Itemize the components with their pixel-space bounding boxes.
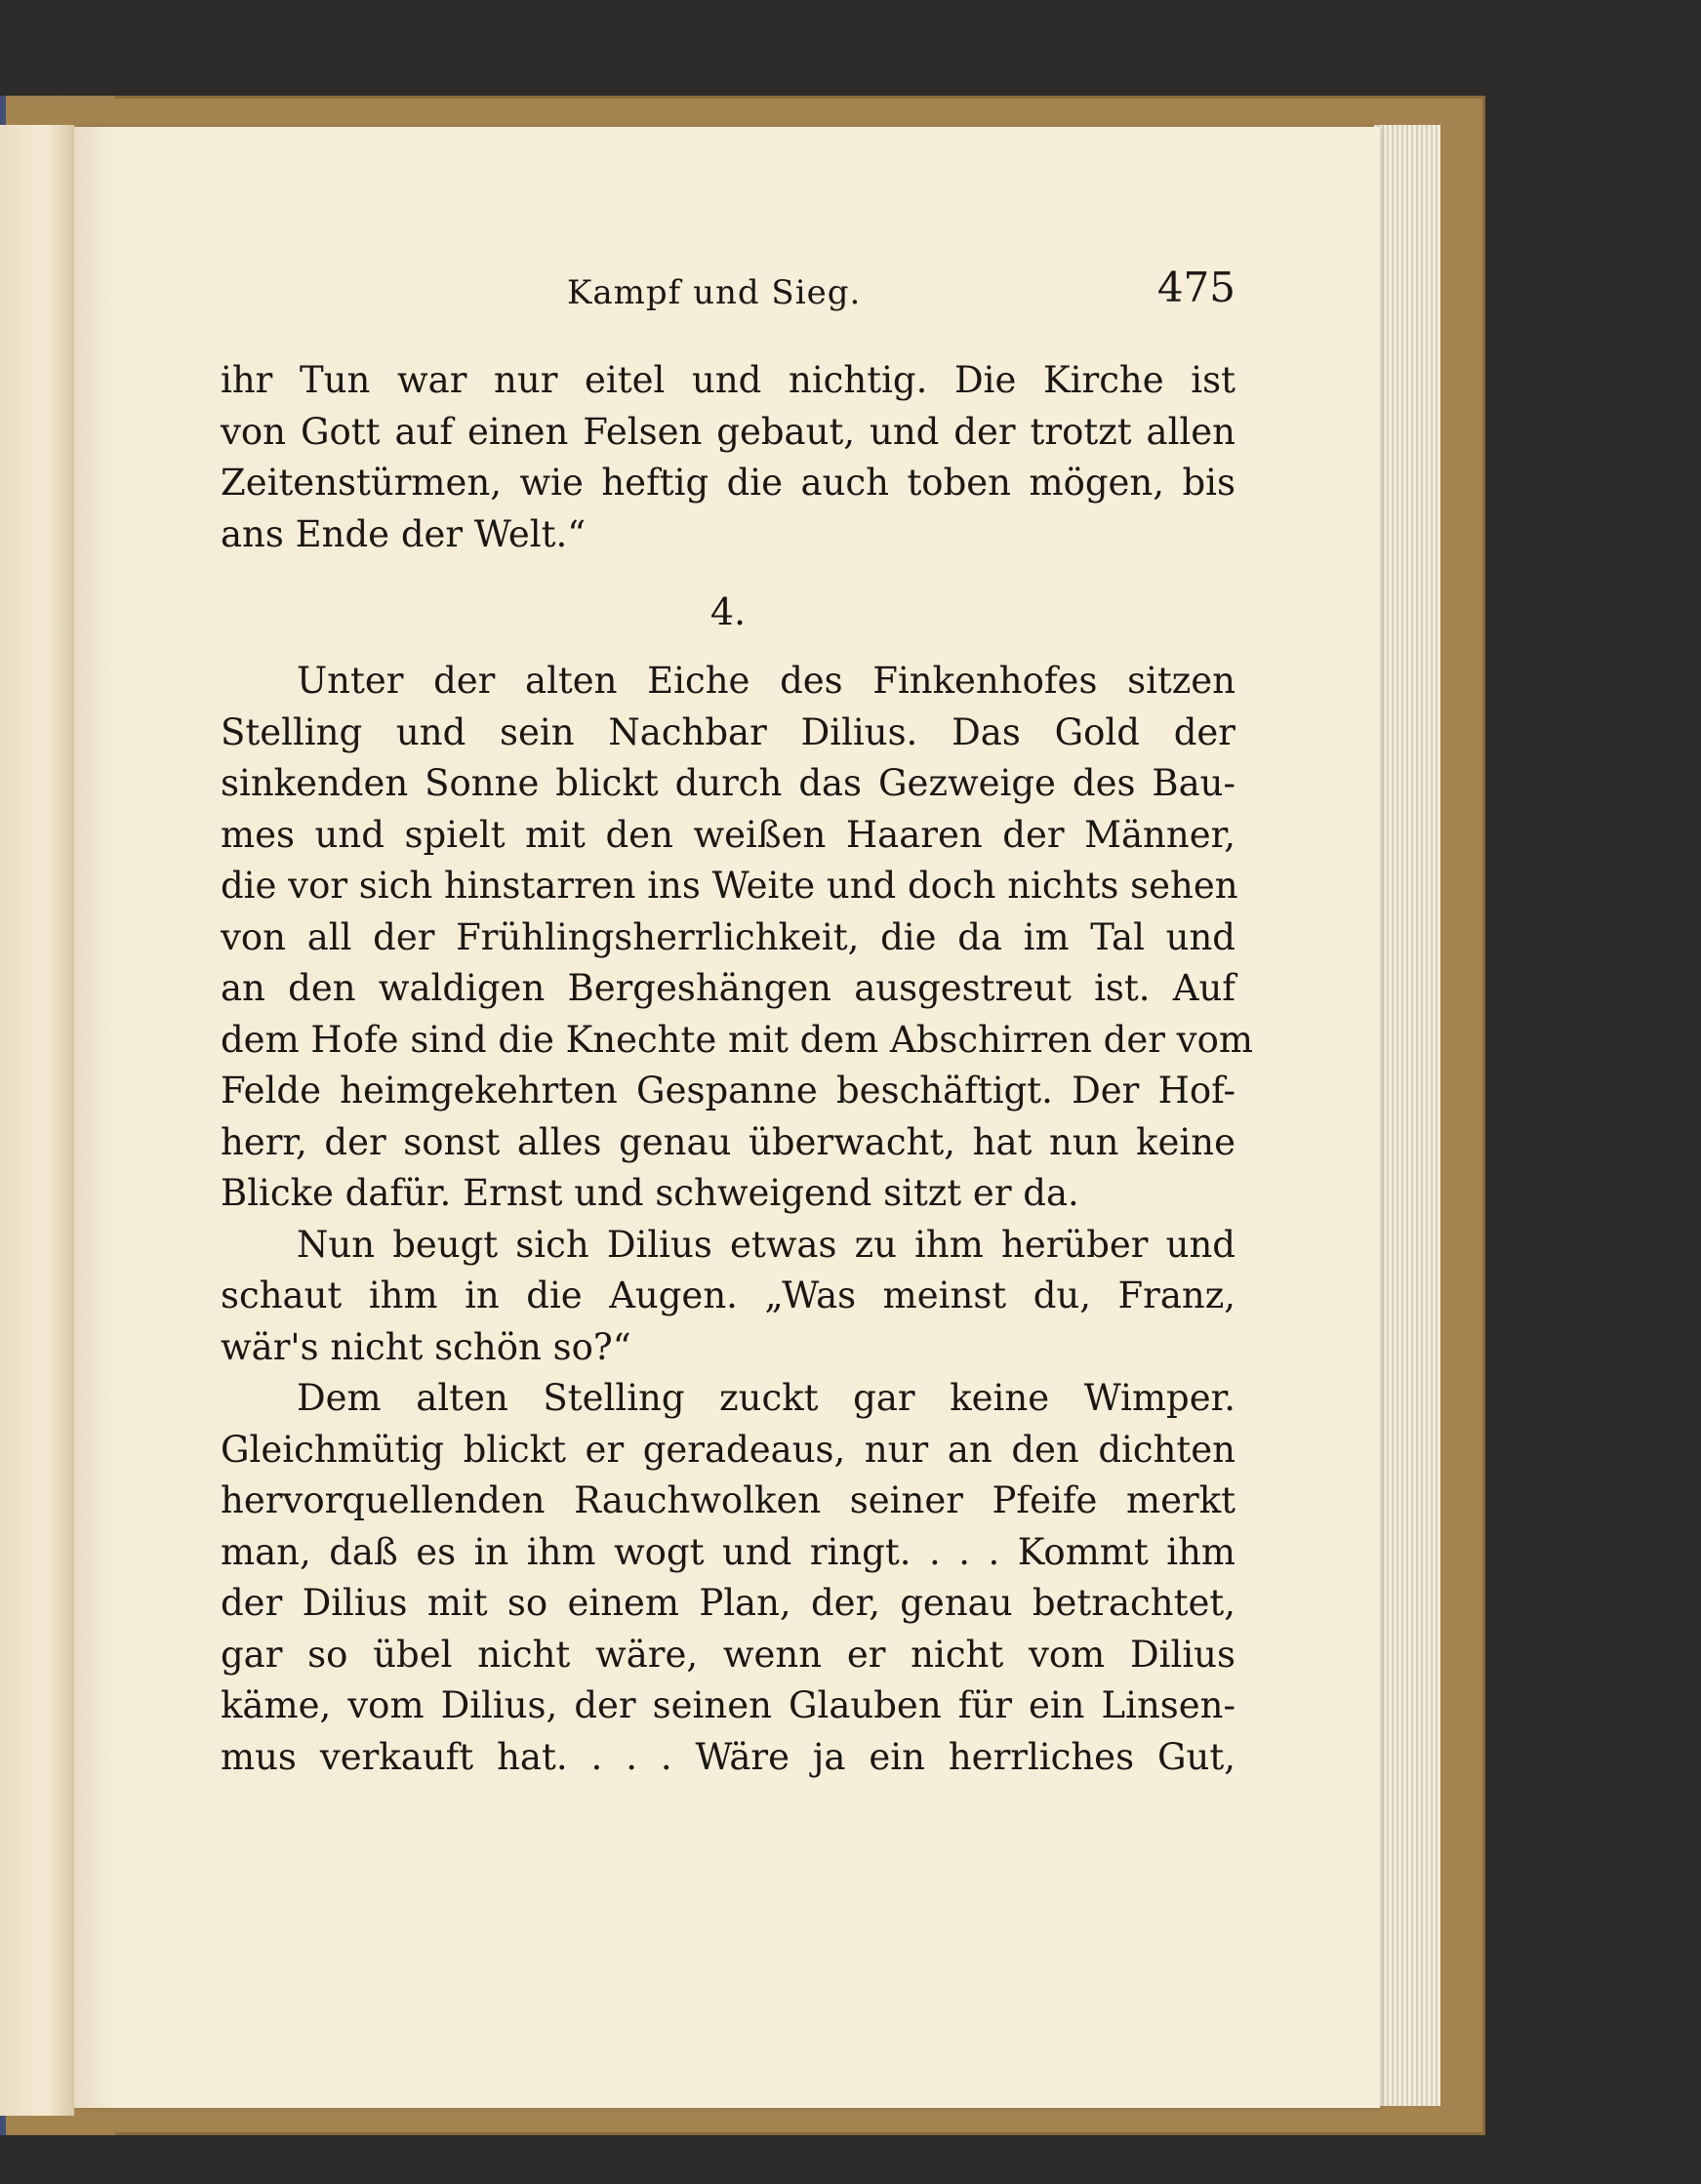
- page-content: [221, 263, 1253, 1783]
- page-header: [221, 263, 1235, 322]
- text-line: herr, der sonst alles genau überwacht, hat nun keine: [221, 1120, 1235, 1163]
- paragraph-4: [221, 1373, 1235, 1783]
- text-line: wär's nicht schön so?“: [221, 1325, 631, 1368]
- text-line: an den waldigen Bergeshängen ausgestreut ist. Auf: [221, 967, 1235, 1009]
- text-line: schaut ihm in die Augen. „Was meinst du, Franz,: [221, 1274, 1235, 1316]
- text-line: mus verkauft hat. . . . Wäre ja ein herrliches Gut,: [221, 1735, 1235, 1778]
- text-line: sinkenden Sonne blickt durch das Gezweige des Bau-: [221, 762, 1235, 804]
- text-line: gar so übel nicht wäre, wenn er nicht vom Dilius: [221, 1633, 1235, 1676]
- text-line: ans Ende der Welt.“: [221, 512, 587, 555]
- text-line: Nun beugt sich Dilius etwas zu ihm herüber und: [297, 1223, 1235, 1266]
- text-line: ihr Tun war nur eitel und nichtig. Die Kirche ist: [221, 359, 1235, 401]
- text-line: Felde heimgekehrten Gespanne beschäftigt. Der Hof-: [221, 1070, 1235, 1112]
- text-line: Stelling und sein Nachbar Dilius. Das Gold der: [221, 710, 1235, 753]
- text-line: der Dilius mit so einem Plan, der, genau betrachtet,: [221, 1582, 1235, 1624]
- left-page-edge: [0, 125, 74, 2116]
- section-number: 4.: [709, 590, 747, 633]
- text-line: käme, vom Dilius, der seinen Glauben für ein Linsen-: [221, 1684, 1235, 1726]
- text-line: von Gott auf einen Felsen gebaut, und der trotzt allen: [221, 410, 1235, 453]
- page-number: 475: [1156, 263, 1235, 311]
- text-line: Unter der alten Eiche des Finkenhofes sitzen: [297, 660, 1235, 702]
- text-line: man, daß es in ihm wogt und ringt. . . . Kommt ihm: [221, 1530, 1235, 1573]
- text-line: die vor sich hinstarren ins Weite und doch nichts sehen: [221, 865, 1238, 907]
- text-line: Dem alten Stelling zuckt gar keine Wimper.: [297, 1377, 1235, 1419]
- text-line: Gleichmütig blickt er geradeaus, nur an den dichten: [221, 1428, 1235, 1471]
- text-line: Blicke dafür. Ernst und schweigend sitzt er da.: [221, 1172, 1079, 1214]
- page-edges: [1374, 125, 1440, 2106]
- text-line: mes und spielt mit den weißen Haaren der Männer,: [221, 813, 1235, 856]
- text-line: dem Hofe sind die Knechte mit dem Abschirren der vom: [221, 1018, 1253, 1061]
- paragraph-1: [221, 355, 1235, 560]
- running-title: Kampf und Sieg.: [567, 273, 862, 312]
- text-line: Zeitenstürmen, wie heftig die auch toben mögen, bis: [221, 462, 1235, 504]
- text-line: von all der Frühlingsherrlichkeit, die da im Tal und: [221, 915, 1235, 958]
- text-line: hervorquellenden Rauchwolken seiner Pfeife merkt: [221, 1479, 1235, 1521]
- text-block: [221, 355, 1253, 1783]
- book-page: [74, 127, 1380, 2108]
- paragraph-2: [221, 656, 1253, 1220]
- paragraph-3: [221, 1220, 1235, 1374]
